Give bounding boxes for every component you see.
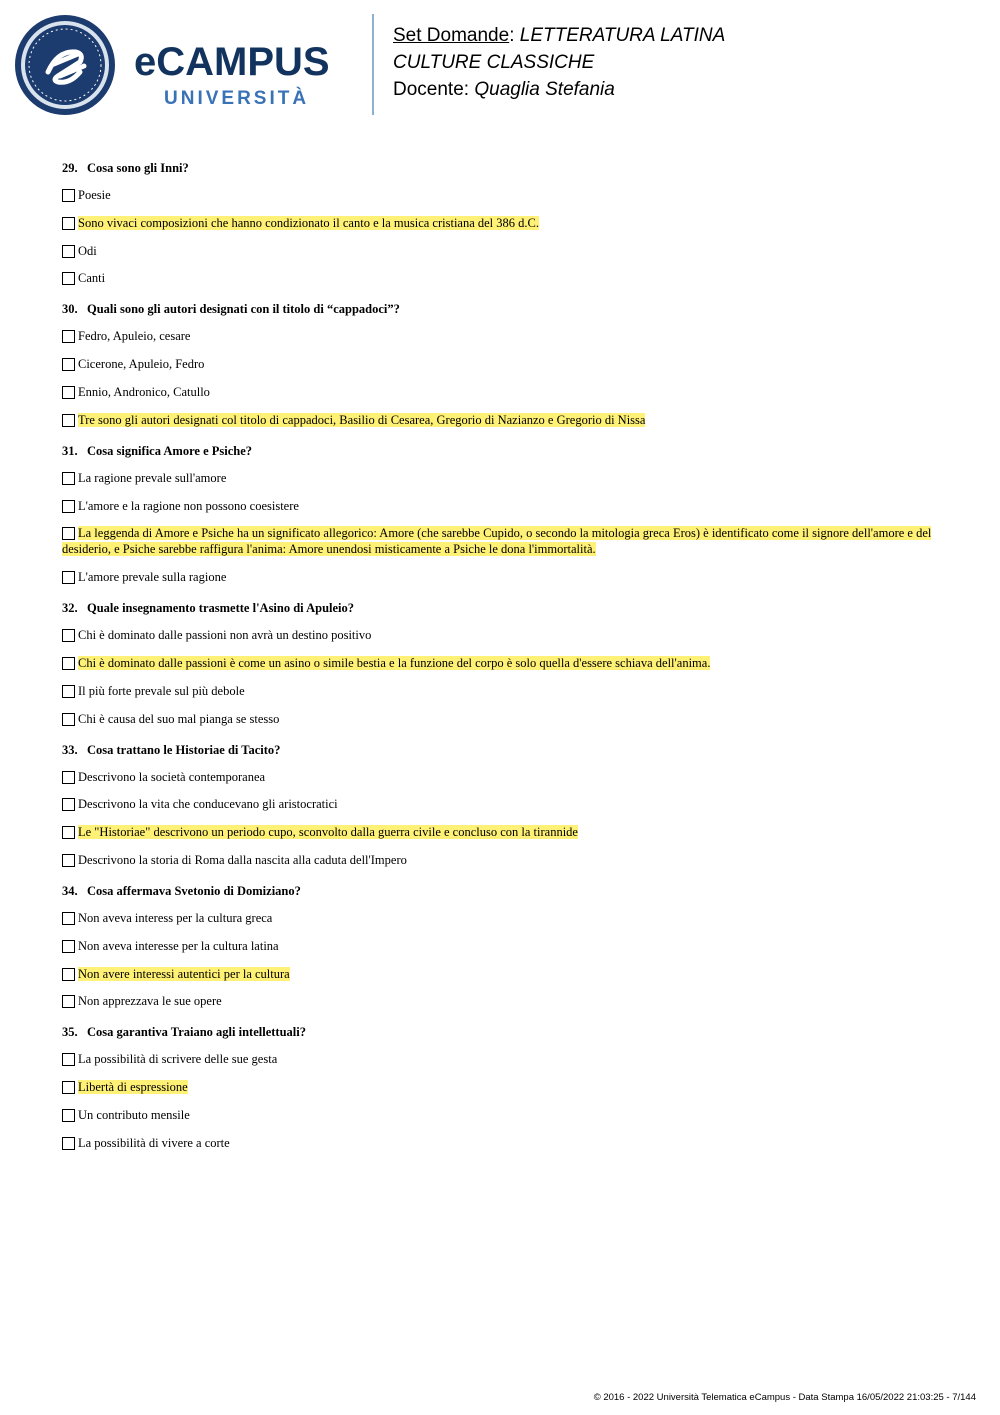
question-block: [62, 600, 942, 726]
answer-option: [62, 384, 942, 400]
answer-option: [62, 187, 942, 203]
checkbox-icon[interactable]: [62, 358, 75, 371]
question-title: [62, 600, 942, 616]
question-list: [62, 160, 942, 1166]
checkbox-icon[interactable]: [62, 713, 75, 726]
correct-answer-text: Tre sono gli autori designati col titolo di cappadoci, Basilio di Cesarea, Gregorio di Nazianzo e Gregorio di Nissa: [78, 412, 646, 427]
answer-text: Descrivono la società contemporanea: [78, 769, 266, 784]
answer-option: [62, 243, 942, 259]
answer-text: Ennio, Andronico, Catullo: [78, 384, 210, 399]
checkbox-icon[interactable]: [62, 854, 75, 867]
question-text: Cosa sono gli Inni?: [87, 161, 189, 175]
question-title: [62, 1024, 942, 1040]
teacher-line: Docente: Quaglia Stefania: [393, 79, 615, 100]
teacher-name: Quaglia Stefania: [474, 79, 615, 100]
page-footer: © 2016 - 2022 Università Telematica eCampus - Data Stampa 16/05/2022 21:03:25 - 7/144: [593, 1392, 976, 1403]
checkbox-icon[interactable]: [62, 912, 75, 925]
answer-option: [62, 1051, 942, 1067]
logo-sub-text: UNIVERSITÀ: [164, 88, 310, 109]
answer-text: Descrivono la vita che conducevano gli aristocratici: [78, 797, 338, 812]
set-label: Set Domande: [393, 25, 510, 46]
checkbox-icon[interactable]: [62, 245, 75, 258]
answer-option: [62, 938, 942, 954]
correct-answer-text: Chi è dominato dalle passioni è come un asino o simile bestia e la funzione del corpo è solo quella d'essere schiava dell'anima.: [78, 655, 711, 670]
correct-answer-text: Libertà di espressione: [78, 1080, 188, 1095]
answer-text: L'amore e la ragione non possono coesistere: [78, 498, 299, 513]
answer-option: [62, 910, 942, 926]
answer-text: Chi è dominato dalle passioni non avrà un destino positivo: [78, 628, 372, 643]
checkbox-icon[interactable]: [62, 1081, 75, 1094]
answer-option: [62, 655, 942, 671]
checkbox-icon[interactable]: [62, 685, 75, 698]
question-number: 33.: [62, 742, 78, 757]
question-title: [62, 301, 942, 317]
question-title: [62, 160, 942, 176]
header-info: [393, 22, 725, 103]
header-divider: [372, 14, 374, 115]
checkbox-icon[interactable]: [62, 657, 75, 670]
checkbox-icon[interactable]: [62, 189, 75, 202]
question-title: [62, 742, 942, 758]
answer-option: [62, 824, 942, 840]
answer-text: Non aveva interesse per la cultura latina: [78, 938, 279, 953]
question-block: [62, 301, 942, 427]
answer-text: Non apprezzava le sue opere: [78, 994, 222, 1009]
answer-option: [62, 1135, 942, 1151]
question-title: [62, 883, 942, 899]
checkbox-icon[interactable]: [62, 826, 75, 839]
checkbox-icon[interactable]: [62, 500, 75, 513]
question-block: [62, 1024, 942, 1150]
page-header: [0, 0, 1000, 125]
answer-text: La possibilità di scrivere delle sue gesta: [78, 1052, 278, 1067]
question-number: 31.: [62, 443, 78, 458]
question-text: Quale insegnamento trasmette l'Asino di Apuleio?: [87, 601, 355, 616]
answer-option: [62, 356, 942, 372]
answer-text: Descrivono la storia di Roma dalla nascita alla caduta dell'Impero: [78, 852, 407, 867]
checkbox-icon[interactable]: [62, 217, 75, 230]
answer-text: Cicerone, Apuleio, Fedro: [78, 357, 205, 372]
answer-text: Fedro, Apuleio, cesare: [78, 329, 191, 344]
answer-text: Non aveva interess per la cultura greca: [78, 910, 273, 925]
answer-option: [62, 270, 942, 286]
question-text: Cosa trattano le Historiae di Tacito?: [87, 742, 281, 757]
answer-option: [62, 470, 942, 486]
checkbox-icon[interactable]: [62, 798, 75, 811]
question-number: 30.: [62, 302, 78, 317]
checkbox-icon[interactable]: [62, 386, 75, 399]
checkbox-icon[interactable]: [62, 995, 75, 1008]
answer-option: [62, 711, 942, 727]
answer-text: Il più forte prevale sul più debole: [78, 683, 245, 698]
answer-option: [62, 1079, 942, 1095]
teacher-label: Docente: [393, 79, 464, 100]
correct-answer-text: La leggenda di Amore e Psiche ha un significato allegorico: Amore (che sarebbe Cupido, o secondo la mitologia greca Eros) è identificato come il signore dell'amore e del desiderio, e Psiche sarebbe raffigura l'anima: Amore unendosi misticamente a Psiche le dona l'immortalità.: [62, 526, 932, 557]
question-block: [62, 443, 942, 585]
answer-option: [62, 498, 942, 514]
answer-option: [62, 796, 942, 812]
checkbox-icon[interactable]: [62, 330, 75, 343]
answer-option: [62, 215, 942, 231]
checkbox-icon[interactable]: [62, 414, 75, 427]
checkbox-icon[interactable]: [62, 1137, 75, 1150]
answer-option: [62, 966, 942, 982]
answer-option: [62, 683, 942, 699]
course-name: CULTURE CLASSICHE: [393, 52, 595, 73]
answer-text: L'amore prevale sulla ragione: [78, 570, 227, 585]
correct-answer-text: Sono vivaci composizioni che hanno condizionato il canto e la musica cristiana del 386 d.C.: [78, 215, 539, 230]
subject-name: LETTERATURA LATINA: [519, 25, 726, 46]
question-number: 29.: [62, 161, 78, 175]
answer-option: [62, 769, 942, 785]
answer-text: La ragione prevale sull'amore: [78, 470, 227, 485]
checkbox-icon[interactable]: [62, 571, 75, 584]
answer-text: Chi è causa del suo mal pianga se stesso: [78, 711, 280, 726]
checkbox-icon[interactable]: [62, 472, 75, 485]
question-text: Quali sono gli autori designati con il titolo di “cappadoci”?: [87, 302, 400, 317]
question-text: Cosa significa Amore e Psiche?: [87, 443, 253, 458]
checkbox-icon[interactable]: [62, 940, 75, 953]
question-block: [62, 742, 942, 868]
checkbox-icon[interactable]: [62, 272, 75, 285]
answer-text: La possibilità di vivere a corte: [78, 1135, 230, 1150]
checkbox-icon[interactable]: [62, 771, 75, 784]
answer-option: [62, 328, 942, 344]
answer-option: [62, 525, 942, 557]
correct-answer-text: Le "Historiae" descrivono un periodo cupo, sconvolto dalla guerra civile e concluso con la tirannide: [78, 825, 578, 840]
question-text: Cosa affermava Svetonio di Domiziano?: [87, 883, 301, 898]
question-block: [62, 883, 942, 1009]
set-line: Set Domande: LETTERATURA LATINA: [393, 25, 726, 46]
answer-text: Un contributo mensile: [78, 1107, 190, 1122]
answer-option: [62, 1107, 942, 1123]
answer-option: [62, 569, 942, 585]
logo-main-text: eCAMPUS: [134, 40, 330, 84]
ecampus-seal-icon: [14, 14, 116, 116]
answer-text: Poesie: [78, 188, 111, 202]
ecampus-wordmark: [134, 40, 356, 112]
answer-text: Canti: [78, 271, 106, 286]
correct-answer-text: Non avere interessi autentici per la cultura: [78, 966, 290, 981]
question-number: 35.: [62, 1025, 78, 1040]
checkbox-icon[interactable]: [62, 527, 75, 540]
checkbox-icon[interactable]: [62, 1109, 75, 1122]
question-number: 34.: [62, 883, 78, 898]
checkbox-icon[interactable]: [62, 1053, 75, 1066]
question-block: [62, 160, 942, 286]
question-number: 32.: [62, 601, 78, 616]
question-title: [62, 443, 942, 459]
answer-option: [62, 993, 942, 1009]
answer-option: [62, 627, 942, 643]
question-text: Cosa garantiva Traiano agli intellettuali?: [87, 1025, 306, 1040]
checkbox-icon[interactable]: [62, 629, 75, 642]
answer-option: [62, 412, 942, 428]
checkbox-icon[interactable]: [62, 968, 75, 981]
answer-text: Odi: [78, 243, 97, 258]
answer-option: [62, 852, 942, 868]
